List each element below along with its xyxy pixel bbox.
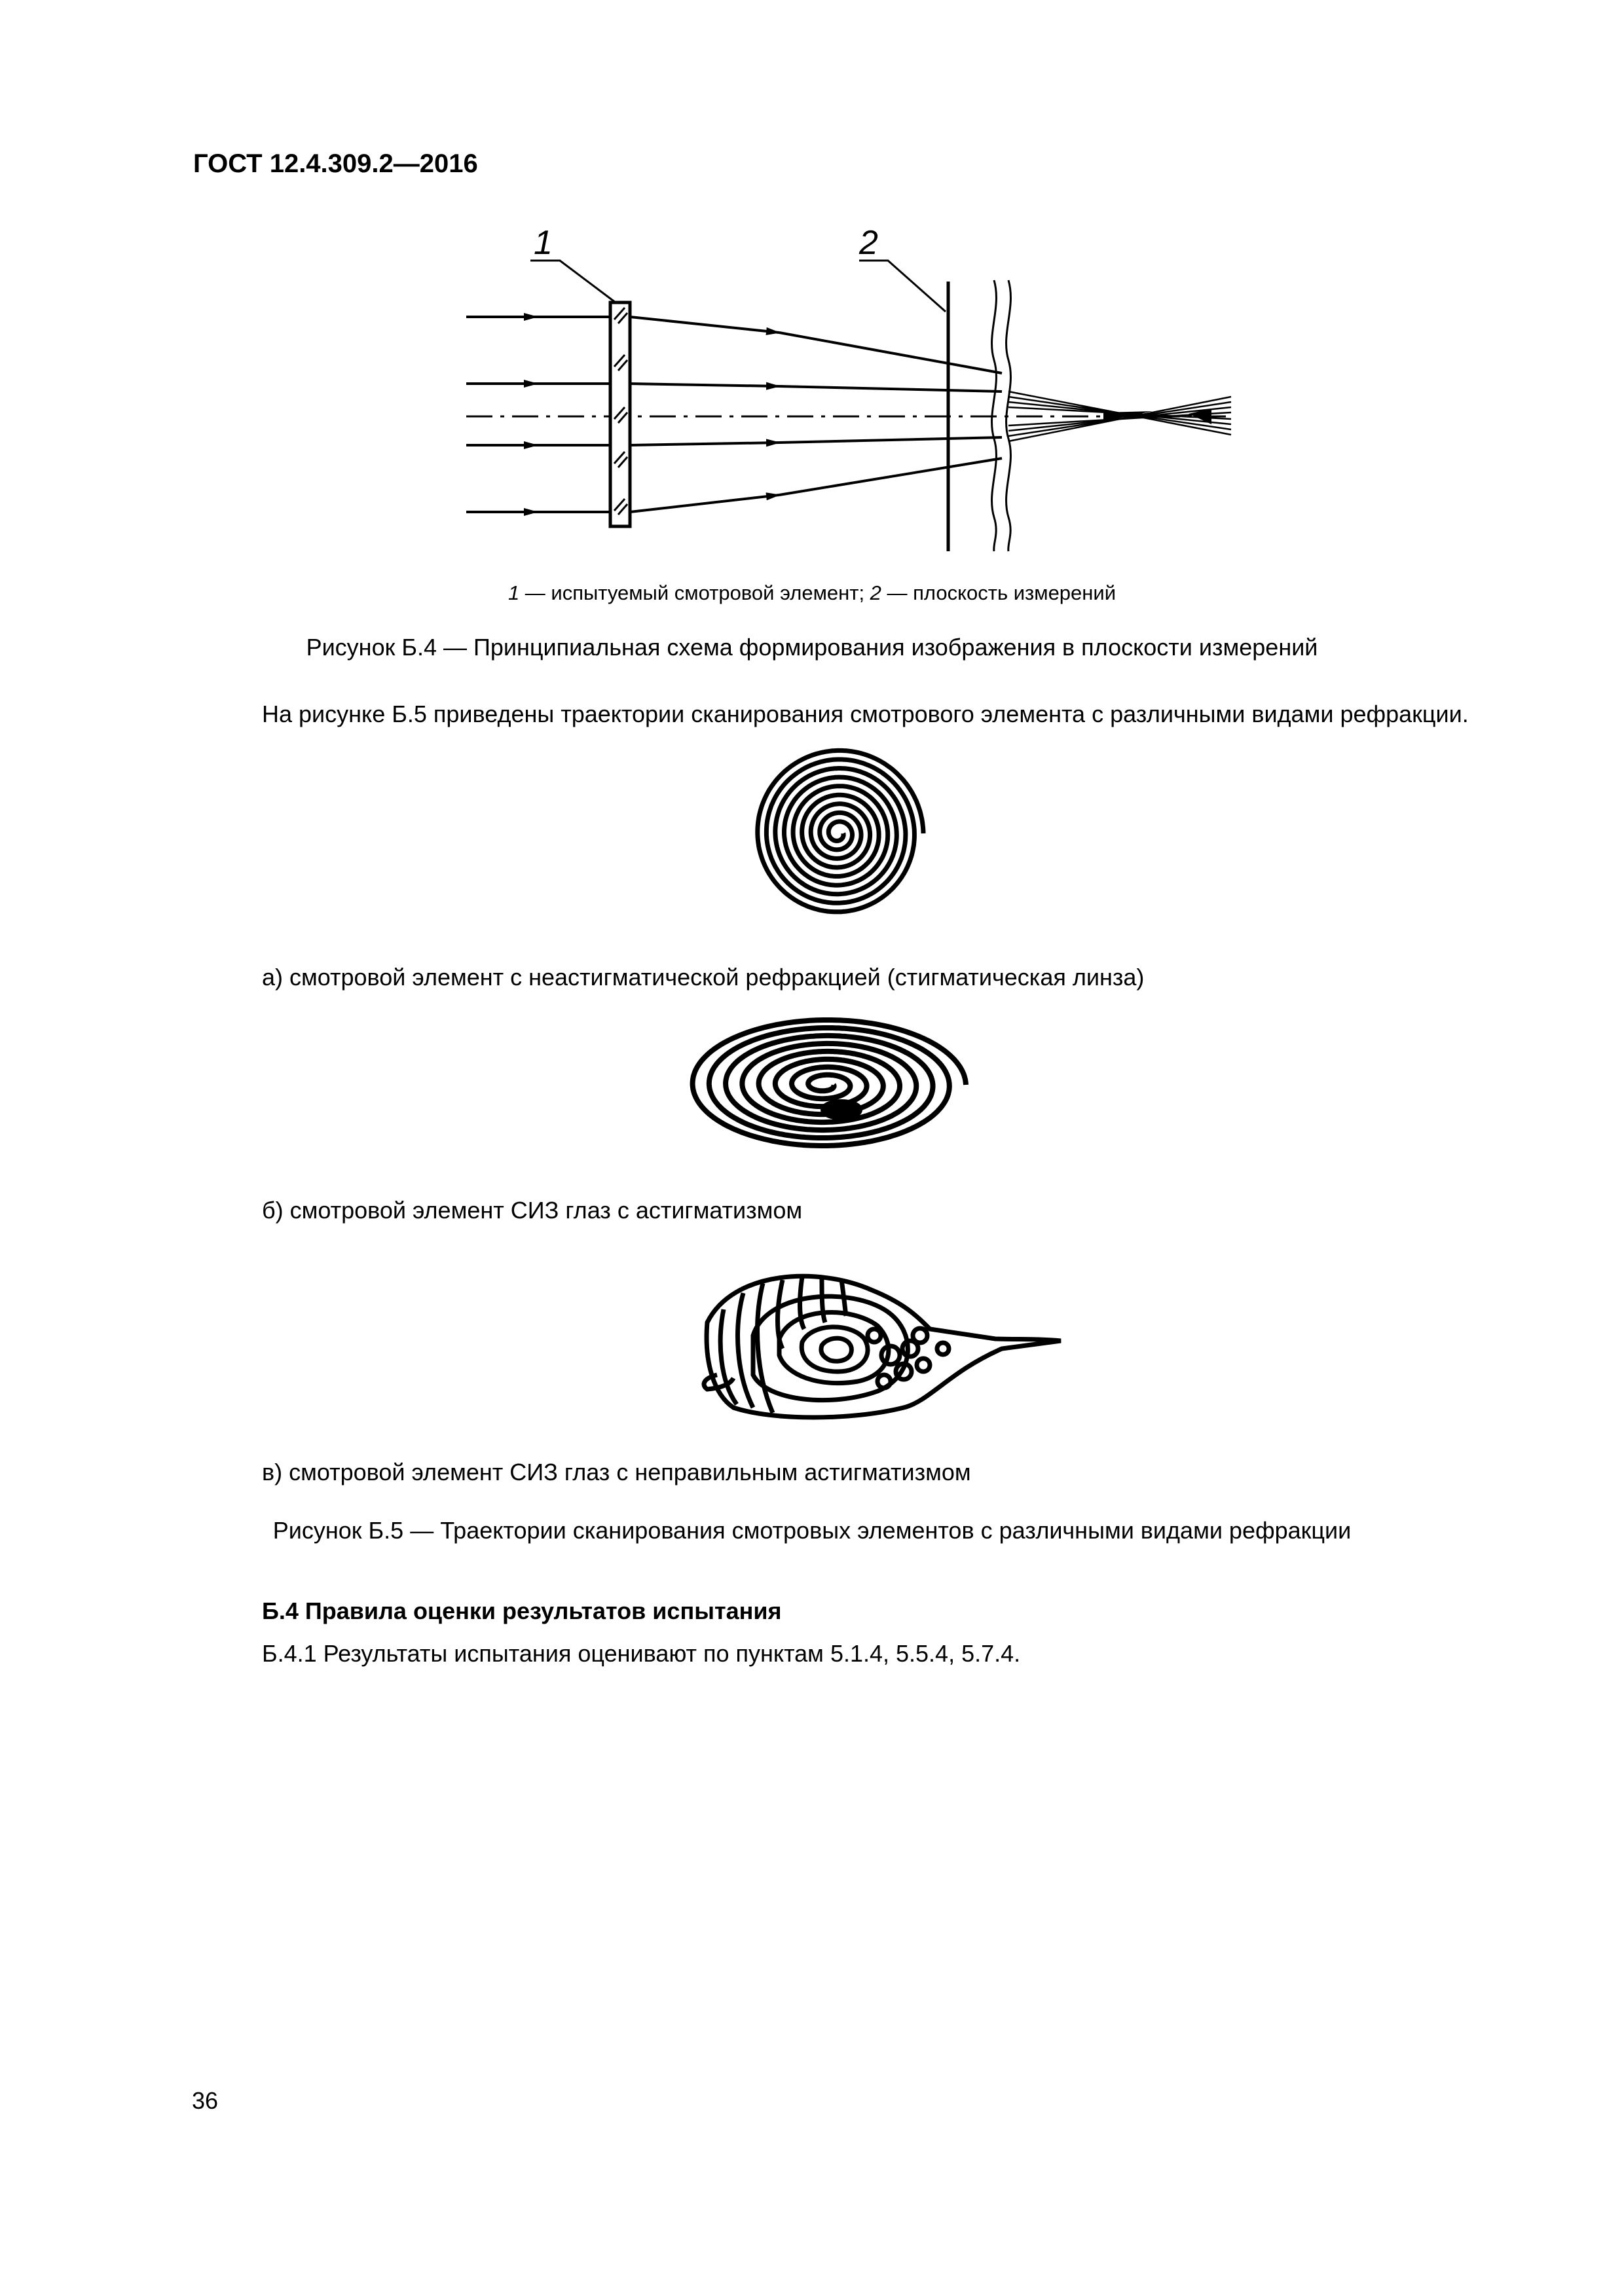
spiral-dark-spot: [823, 1102, 860, 1118]
figure-b5-subcaption-c: в) смотровой элемент СИЗ глаз с неправильным астигматизмом: [262, 1459, 971, 1485]
standard-code: ГОСТ 12.4.309.2—2016: [193, 149, 478, 178]
callout-2-label: 2: [859, 224, 878, 262]
legend-text-2: — плоскость измерений: [881, 581, 1116, 604]
figure-b5-caption: Рисунок Б.5 — Траектории сканирования смотровых элементов с различными видами рефракции: [272, 1517, 1352, 1544]
callout-1-label: 1: [534, 224, 553, 262]
intro-paragraph: На рисунке Б.5 приведены траектории сканирования смотрового элемента с различными видами рефракции.: [262, 701, 1469, 727]
stigmatic-spiral-trajectory: [758, 750, 923, 911]
section-paragraph: Б.4.1 Результаты испытания оценивают по пунктам 5.1.4, 5.5.4, 5.7.4.: [262, 1640, 1021, 1667]
figure-b5-subcaption-a: а) смотровой элемент с неастигматической рефракцией (стигматическая линза): [262, 964, 1145, 991]
legend-num-2: 2: [870, 581, 881, 604]
figure-b5-subcaption-b: б) смотровой элемент СИЗ глаз с астигматизмом: [262, 1197, 803, 1224]
legend-num-1: 1: [507, 581, 520, 604]
section-heading: Б.4 Правила оценки результатов испытания: [262, 1597, 782, 1624]
legend-text-1: — испытуемый смотровой элемент;: [519, 581, 870, 604]
irregular-astigmatism-trajectory: [704, 1276, 1061, 1417]
figure-b4-caption: Рисунок Б.4 — Принципиальная схема формирования изображения в плоскости измерений: [306, 634, 1318, 661]
page-number: 36: [192, 2087, 219, 2114]
astigmatic-spiral-trajectory: [693, 1020, 966, 1146]
